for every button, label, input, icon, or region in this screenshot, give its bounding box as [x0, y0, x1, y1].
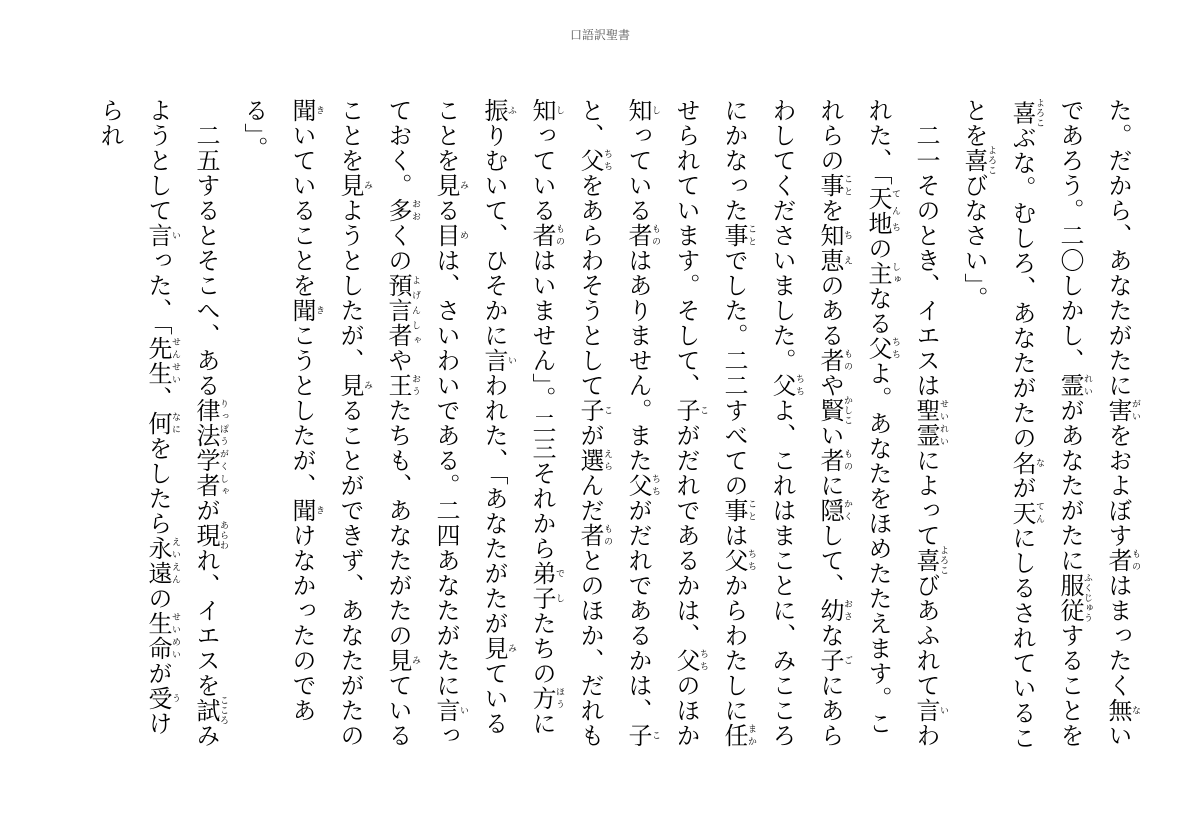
ruby-word: [192, 520, 228, 551]
text-run: ていることを: [432, 98, 508, 736]
text-run: にあらわしてくださいました。: [768, 98, 844, 748]
ruby-reading: かしこ: [842, 395, 852, 426]
ruby-reading: こと: [842, 173, 852, 198]
text-run: んだ: [576, 473, 604, 523]
text-run: の: [864, 236, 892, 261]
ruby-reading: み: [506, 636, 516, 661]
ruby-reading: こと: [746, 223, 756, 248]
text-run: の: [144, 586, 172, 611]
ruby-word: [624, 723, 660, 748]
ruby-word: [624, 98, 660, 123]
ruby-word: [816, 223, 852, 273]
ruby-reading: もの: [842, 448, 852, 473]
text-run: 、: [144, 386, 172, 411]
ruby-base: 見: [336, 373, 364, 398]
ruby-base: 多: [384, 198, 412, 223]
ruby-reading: こ: [698, 398, 708, 423]
text-run: る: [432, 198, 460, 223]
ruby-base: 者: [816, 348, 844, 373]
ruby-reading: ほう: [554, 686, 564, 711]
ruby-base: 聞: [288, 498, 316, 523]
ruby-word: [864, 186, 900, 236]
text-run: に: [816, 473, 844, 498]
text-run: が: [576, 423, 604, 448]
ruby-base: 無: [1104, 698, 1132, 723]
text-run: がだれであるかは、: [624, 498, 652, 723]
ruby-word: [816, 173, 852, 198]
text-run: に: [528, 711, 556, 736]
text-run: ていることを: [336, 98, 412, 748]
ruby-word: [576, 148, 612, 173]
ruby-word: [816, 598, 852, 623]
ruby-base: 目: [432, 223, 460, 248]
ruby-word: [1104, 398, 1140, 423]
ruby-base: 者: [1104, 548, 1132, 573]
ruby-base: 言: [912, 698, 940, 723]
ruby-reading: こ: [650, 723, 660, 748]
text-run: して、: [816, 523, 844, 598]
text-run: ぶな。むしろ、あなたがたの: [1008, 125, 1036, 451]
text-run: れ、イエスを: [192, 548, 220, 698]
ruby-reading: い: [458, 698, 468, 723]
ruby-base: 父: [864, 336, 892, 361]
ruby-reading: えら: [602, 448, 612, 473]
text-run: いであろう。二〇しかし、: [1056, 98, 1132, 748]
text-run: よ、これはまことに、みこころにかなった: [720, 98, 796, 748]
text-run: 二一そのとき、イエスは: [912, 98, 940, 398]
ruby-word: [912, 545, 948, 576]
ruby-reading: よげんしゃ: [410, 273, 420, 348]
ruby-reading: もの: [842, 348, 852, 373]
ruby-base: 子: [624, 723, 652, 748]
ruby-word: [624, 473, 660, 498]
ruby-reading: もの: [554, 223, 564, 248]
ruby-word: [576, 448, 612, 473]
ruby-reading: な: [1130, 698, 1140, 723]
text-run: からわたしに: [720, 573, 748, 723]
ruby-word: [384, 198, 420, 223]
text-run: たちの: [528, 611, 556, 686]
text-run: われた、「: [864, 98, 940, 748]
ruby-word: [1008, 500, 1044, 526]
ruby-reading: こころ: [218, 695, 228, 726]
ruby-reading: い: [506, 348, 516, 373]
ruby-word: [144, 611, 180, 661]
ruby-base: 子: [816, 648, 844, 673]
ruby-base: 先生: [144, 336, 172, 386]
ruby-base: 受: [144, 686, 172, 711]
ruby-reading: しゅ: [890, 261, 900, 286]
ruby-base: 弟子: [528, 561, 556, 611]
ruby-word: [288, 498, 324, 523]
ruby-reading: ちち: [602, 148, 612, 173]
ruby-base: 言: [144, 223, 172, 248]
text-run: をおよぼす: [1104, 423, 1132, 548]
vertical-text-body: [58, 98, 1142, 758]
ruby-reading: おさ: [842, 598, 852, 623]
ruby-reading: まか: [746, 723, 756, 748]
ruby-base: 天: [1008, 500, 1036, 526]
text-run: とのほか、だれも: [576, 548, 604, 748]
ruby-reading: おう: [410, 373, 420, 398]
ruby-reading: み: [362, 373, 372, 398]
ruby-word: [432, 698, 468, 723]
ruby-word: [864, 336, 900, 361]
ruby-reading: し: [554, 98, 564, 123]
text-run: することを: [1056, 623, 1084, 748]
ruby-reading: もの: [602, 523, 612, 548]
text-run: を: [816, 198, 844, 223]
text-run: はまったく: [1104, 573, 1132, 698]
ruby-reading: き: [314, 98, 324, 123]
ruby-reading: み: [458, 173, 468, 198]
ruby-reading: れい: [1082, 373, 1092, 398]
ruby-word: [912, 398, 948, 448]
text-run: けられ: [96, 98, 172, 736]
ruby-reading: ふくじゅう: [1082, 573, 1092, 623]
ruby-reading: よろこ: [1034, 98, 1044, 128]
ruby-word: [624, 223, 660, 248]
ruby-base: 事: [720, 498, 748, 523]
ruby-word: [144, 223, 180, 248]
paragraph: [950, 98, 1142, 758]
ruby-reading: おお: [410, 198, 420, 223]
ruby-word: [816, 395, 852, 426]
ruby-base: 聞: [288, 298, 316, 323]
ruby-word: [720, 723, 756, 748]
ruby-reading: ちち: [746, 548, 756, 573]
ruby-word: [192, 398, 228, 498]
ruby-reading: せいめい: [170, 611, 180, 661]
text-run: が: [192, 498, 220, 523]
ruby-base: 者: [624, 223, 652, 248]
ruby-base: 生命: [144, 611, 172, 661]
ruby-word: [432, 173, 468, 198]
ruby-reading: ちち: [890, 336, 900, 361]
ruby-reading: み: [362, 173, 372, 198]
ruby-base: 者: [816, 448, 844, 473]
ruby-reading: りっぽうがくしゃ: [218, 398, 228, 498]
ruby-base: 預言者: [384, 273, 412, 348]
ruby-word: [1008, 450, 1044, 476]
text-run: びなさい」。: [960, 173, 988, 311]
ruby-reading: よろこ: [938, 545, 948, 576]
ruby-word: [288, 98, 324, 123]
ruby-word: [144, 686, 180, 711]
ruby-base: 振: [480, 98, 508, 123]
text-run: っている: [624, 123, 652, 223]
ruby-base: 任: [720, 723, 748, 748]
ruby-word: [528, 686, 564, 711]
ruby-reading: ちえ: [842, 223, 852, 273]
text-run: によって: [912, 448, 940, 548]
text-run: ることができず、あなたがたの: [336, 398, 364, 748]
ruby-word: [816, 498, 852, 523]
text-run: った、「: [144, 248, 172, 336]
text-run: たちも、あなたがたの: [384, 398, 412, 648]
ruby-reading: がい: [1130, 398, 1140, 423]
ruby-base: 父: [720, 548, 748, 573]
ruby-reading: なに: [170, 411, 180, 436]
text-run: な: [816, 623, 844, 648]
ruby-base: 方: [528, 686, 556, 711]
ruby-base: 子: [672, 398, 700, 423]
ruby-base: 事: [720, 223, 748, 248]
text-run: が: [1008, 475, 1036, 501]
text-run: や: [816, 373, 844, 398]
ruby-base: 服従: [1056, 573, 1084, 623]
ruby-base: 何: [144, 411, 172, 436]
text-run: っておく。: [384, 98, 460, 748]
ruby-word: [864, 261, 900, 286]
ruby-word: [672, 648, 708, 673]
text-run: い: [816, 423, 844, 448]
ruby-word: [480, 348, 516, 373]
text-run: 二五するとそこへ、ある: [192, 98, 220, 398]
ruby-base: 名: [1008, 450, 1036, 476]
text-run: のある: [816, 273, 844, 348]
ruby-word: [384, 373, 420, 398]
ruby-word: [768, 373, 804, 398]
text-run: くの: [384, 223, 412, 273]
text-run: をしたら: [144, 436, 172, 536]
text-run: われた、「あなたがたが: [480, 373, 508, 636]
text-run: みようとして: [144, 98, 220, 748]
ruby-reading: な: [1034, 450, 1044, 476]
ruby-reading: えいえん: [170, 536, 180, 586]
ruby-base: 幼: [816, 598, 844, 623]
ruby-base: 者: [528, 223, 556, 248]
paragraph: [86, 98, 230, 758]
text-run: よ。あなたをほめたたえます。これらの: [816, 98, 892, 736]
ruby-base: 言: [432, 698, 460, 723]
text-run: と、: [576, 98, 604, 148]
ruby-reading: う: [170, 686, 180, 711]
ruby-reading: い: [170, 223, 180, 248]
text-run: っている: [528, 123, 556, 223]
ruby-reading: し: [650, 98, 660, 123]
ruby-base: 喜: [912, 545, 940, 576]
text-run: をあらわそうとして: [576, 173, 604, 398]
ruby-base: 者: [576, 523, 604, 548]
text-run: がだれであるかは、: [672, 423, 700, 648]
ruby-word: [720, 223, 756, 248]
ruby-reading: よろこ: [986, 145, 996, 176]
ruby-reading: ご: [842, 648, 852, 673]
ruby-reading: ちち: [794, 373, 804, 398]
ruby-base: 試: [192, 695, 220, 726]
text-run: のほか: [672, 673, 700, 748]
ruby-reading: でし: [554, 561, 564, 611]
ruby-word: [480, 98, 516, 123]
ruby-base: 見: [384, 648, 412, 673]
ruby-reading: てんち: [890, 186, 900, 236]
ruby-base: 天地: [864, 186, 892, 236]
ruby-word: [720, 498, 756, 523]
ruby-base: 見: [432, 173, 460, 198]
ruby-word: [144, 536, 180, 586]
text-run: た。だから、あなたがたに: [1104, 98, 1132, 398]
ruby-base: 知恵: [816, 223, 844, 273]
ruby-reading: き: [314, 298, 324, 323]
ruby-reading: せいれい: [938, 398, 948, 448]
text-run: があなたがたに: [1056, 398, 1084, 573]
ruby-reading: かく: [842, 498, 852, 523]
ruby-reading: み: [410, 648, 420, 673]
text-run: こうとしたが、: [288, 323, 316, 498]
ruby-word: [144, 336, 180, 386]
ruby-word: [816, 348, 852, 373]
text-run: ようとしたが、: [336, 198, 364, 373]
text-run: にしるされていることを: [960, 98, 1036, 751]
ruby-word: [288, 298, 324, 323]
ruby-word: [1056, 573, 1092, 623]
ruby-word: [384, 273, 420, 348]
ruby-base: 子: [576, 398, 604, 423]
ruby-reading: あらわ: [218, 520, 228, 551]
ruby-word: [528, 223, 564, 248]
ruby-base: 知: [528, 98, 556, 123]
ruby-word: [336, 373, 372, 398]
text-run: は、さいわいである。二四あなたがたに: [432, 248, 460, 698]
ruby-reading: こ: [602, 398, 612, 423]
ruby-reading: め: [458, 223, 468, 248]
ruby-word: [912, 698, 948, 723]
ruby-reading: ふ: [506, 98, 516, 123]
ruby-word: [144, 411, 180, 436]
ruby-word: [816, 448, 852, 473]
text-run: が: [144, 661, 172, 686]
ruby-base: 永遠: [144, 536, 172, 586]
ruby-reading: き: [314, 498, 324, 523]
ruby-word: [1104, 548, 1140, 573]
ruby-base: 父: [576, 148, 604, 173]
ruby-base: 喜: [1008, 98, 1036, 128]
ruby-reading: ちち: [650, 473, 660, 498]
ruby-reading: せんせい: [170, 336, 180, 386]
ruby-base: 知: [624, 98, 652, 123]
text-run: なる: [864, 286, 892, 336]
ruby-word: [384, 648, 420, 673]
text-run: はありません。また: [624, 248, 652, 473]
text-run: せられています。そして、: [672, 98, 700, 398]
ruby-reading: ちち: [698, 648, 708, 673]
ruby-word: [336, 173, 372, 198]
ruby-word: [192, 695, 228, 726]
ruby-word: [960, 145, 996, 176]
ruby-base: 霊: [1056, 373, 1084, 398]
ruby-word: [1104, 698, 1140, 723]
ruby-word: [480, 636, 516, 661]
ruby-base: 聖霊: [912, 398, 940, 448]
ruby-base: 害: [1104, 398, 1132, 423]
ruby-word: [672, 398, 708, 423]
ruby-base: 律法学者: [192, 398, 220, 498]
ruby-base: 聞: [288, 98, 316, 123]
ruby-base: 王: [384, 373, 412, 398]
ruby-reading: もの: [1130, 548, 1140, 573]
ruby-base: 隠: [816, 498, 844, 523]
ruby-base: 見: [480, 636, 508, 661]
ruby-base: 父: [624, 473, 652, 498]
paragraph: [230, 98, 950, 758]
ruby-base: 言: [480, 348, 508, 373]
ruby-base: 現: [192, 520, 220, 551]
text-run: いていることを: [288, 123, 316, 298]
text-run: でした。二二すべての: [720, 248, 748, 498]
ruby-base: 事: [816, 173, 844, 198]
ruby-reading: もの: [650, 223, 660, 248]
text-run: けなかったのである」。: [240, 98, 316, 723]
text-run: びあふれて: [912, 573, 940, 698]
ruby-reading: てん: [1034, 500, 1044, 526]
ruby-base: 父: [768, 373, 796, 398]
ruby-word: [816, 648, 852, 673]
ruby-reading: い: [938, 698, 948, 723]
ruby-word: [1056, 373, 1092, 398]
ruby-word: [528, 561, 564, 611]
ruby-base: 選: [576, 448, 604, 473]
ruby-base: 主: [864, 261, 892, 286]
text-run: はいません」。二三それから: [528, 248, 556, 561]
text-run: や: [384, 348, 412, 373]
ruby-base: 父: [672, 648, 700, 673]
ruby-word: [720, 548, 756, 573]
ruby-base: 賢: [816, 395, 844, 426]
ruby-reading: こと: [746, 498, 756, 523]
ruby-word: [576, 398, 612, 423]
text-run: りむいて、ひそかに: [480, 123, 508, 348]
ruby-word: [432, 223, 468, 248]
text-run: は: [720, 523, 748, 548]
ruby-base: 見: [336, 173, 364, 198]
ruby-base: 喜: [960, 145, 988, 176]
ruby-word: [528, 98, 564, 123]
page-header-title: 口語訳聖書: [569, 28, 630, 42]
ruby-word: [576, 523, 612, 548]
ruby-word: [1008, 98, 1044, 128]
